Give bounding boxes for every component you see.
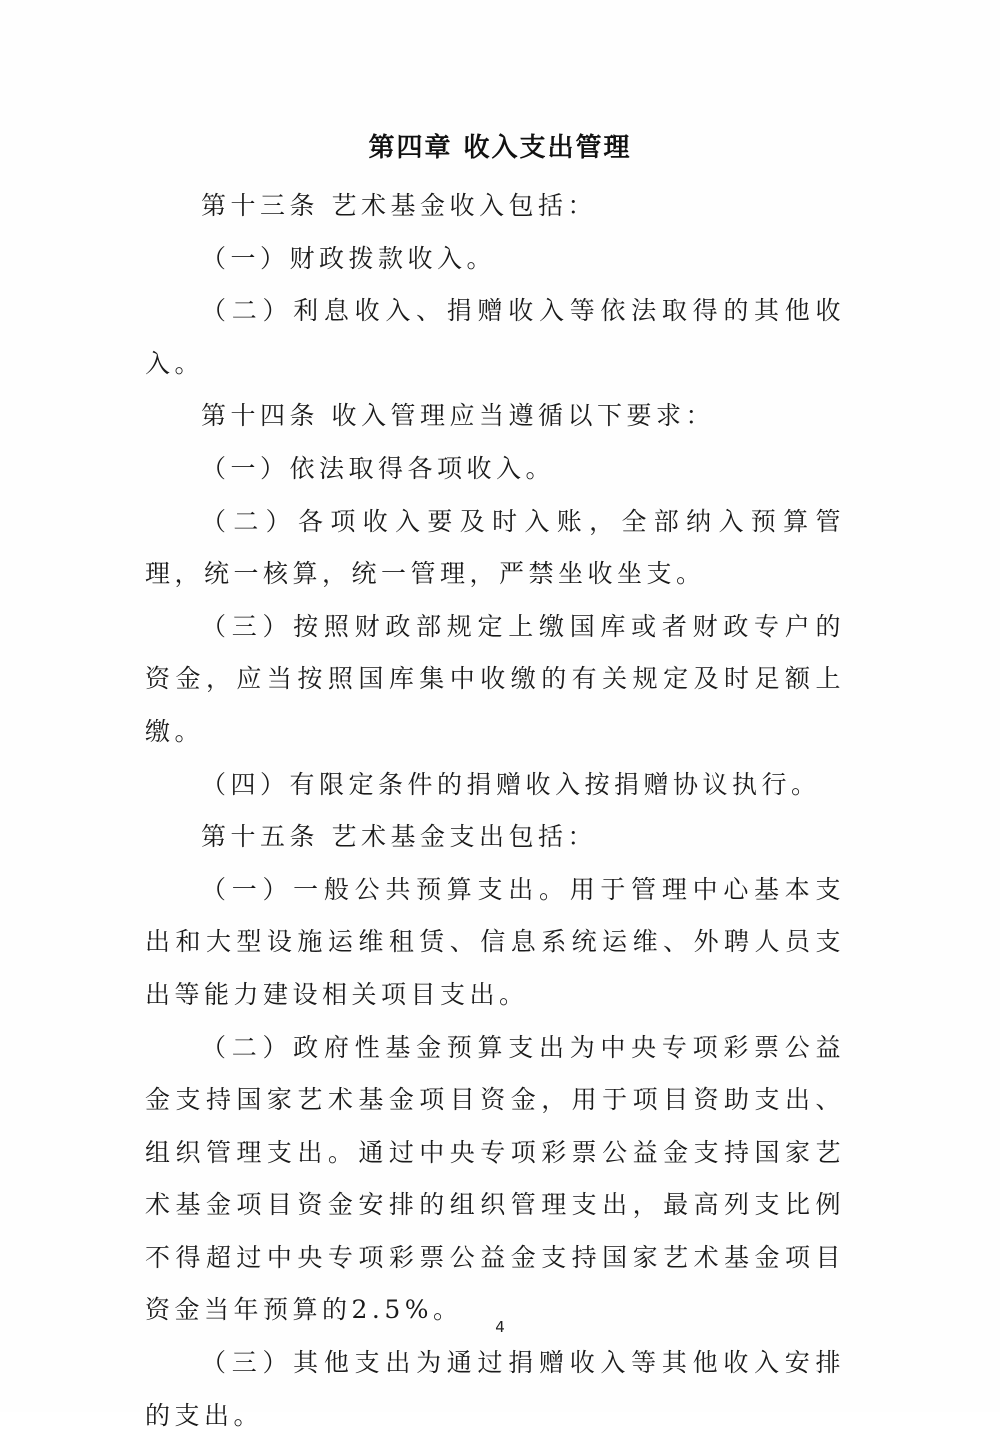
paragraph-item: （一）一般公共预算支出。用于管理中心基本支出和大型设施运维租赁、信息系统运维、外聘人员支出等能力建设相关项目支出。 bbox=[145, 874, 845, 1009]
paragraph-article-13: 第十三条 艺术基金收入包括： bbox=[201, 191, 597, 220]
paragraph-item: （一）依法取得各项收入。 bbox=[201, 453, 556, 483]
body-text bbox=[145, 180, 845, 1442]
chapter-title: 第四章 收入支出管理 bbox=[368, 133, 632, 163]
paragraph-item: （二）政府性基金预算支出为中央专项彩票公益金支持国家艺术基金项目资金，用于项目资助支出、组织管理支出。通过中央专项彩票公益金支持国家艺术基金项目资金安排的组织管理支出，最高列支比例不得超过中央专项彩票公益金支持国家艺术基金项目资金当年预算的2.5%。 bbox=[145, 1032, 845, 1325]
paragraph-article-15: 第十五条 艺术基金支出包括： bbox=[201, 822, 597, 852]
paragraph-item: （三）按照财政部规定上缴国库或者财政专户的资金，应当按照国库集中收缴的有关规定及时足额上缴。 bbox=[145, 611, 845, 746]
paragraph-item: （二）各项收入要及时入账，全部纳入预算管理，统一核算，统一管理，严禁坐收坐支。 bbox=[145, 506, 845, 589]
paragraph-article-14: 第十四条 收入管理应当遵循以下要求： bbox=[201, 401, 715, 431]
paragraph-item: （二）利息收入、捐赠收入等依法取得的其他收入。 bbox=[145, 296, 845, 378]
page-number: 4 bbox=[495, 1318, 505, 1336]
paragraph-item: （三）其他支出为通过捐赠收入等其他收入安排的支出。 bbox=[145, 1348, 845, 1430]
paragraph-item: （四）有限定条件的捐赠收入按捐赠协议执行。 bbox=[201, 769, 821, 799]
paragraph-item: （一）财政拨款收入。 bbox=[201, 243, 497, 273]
